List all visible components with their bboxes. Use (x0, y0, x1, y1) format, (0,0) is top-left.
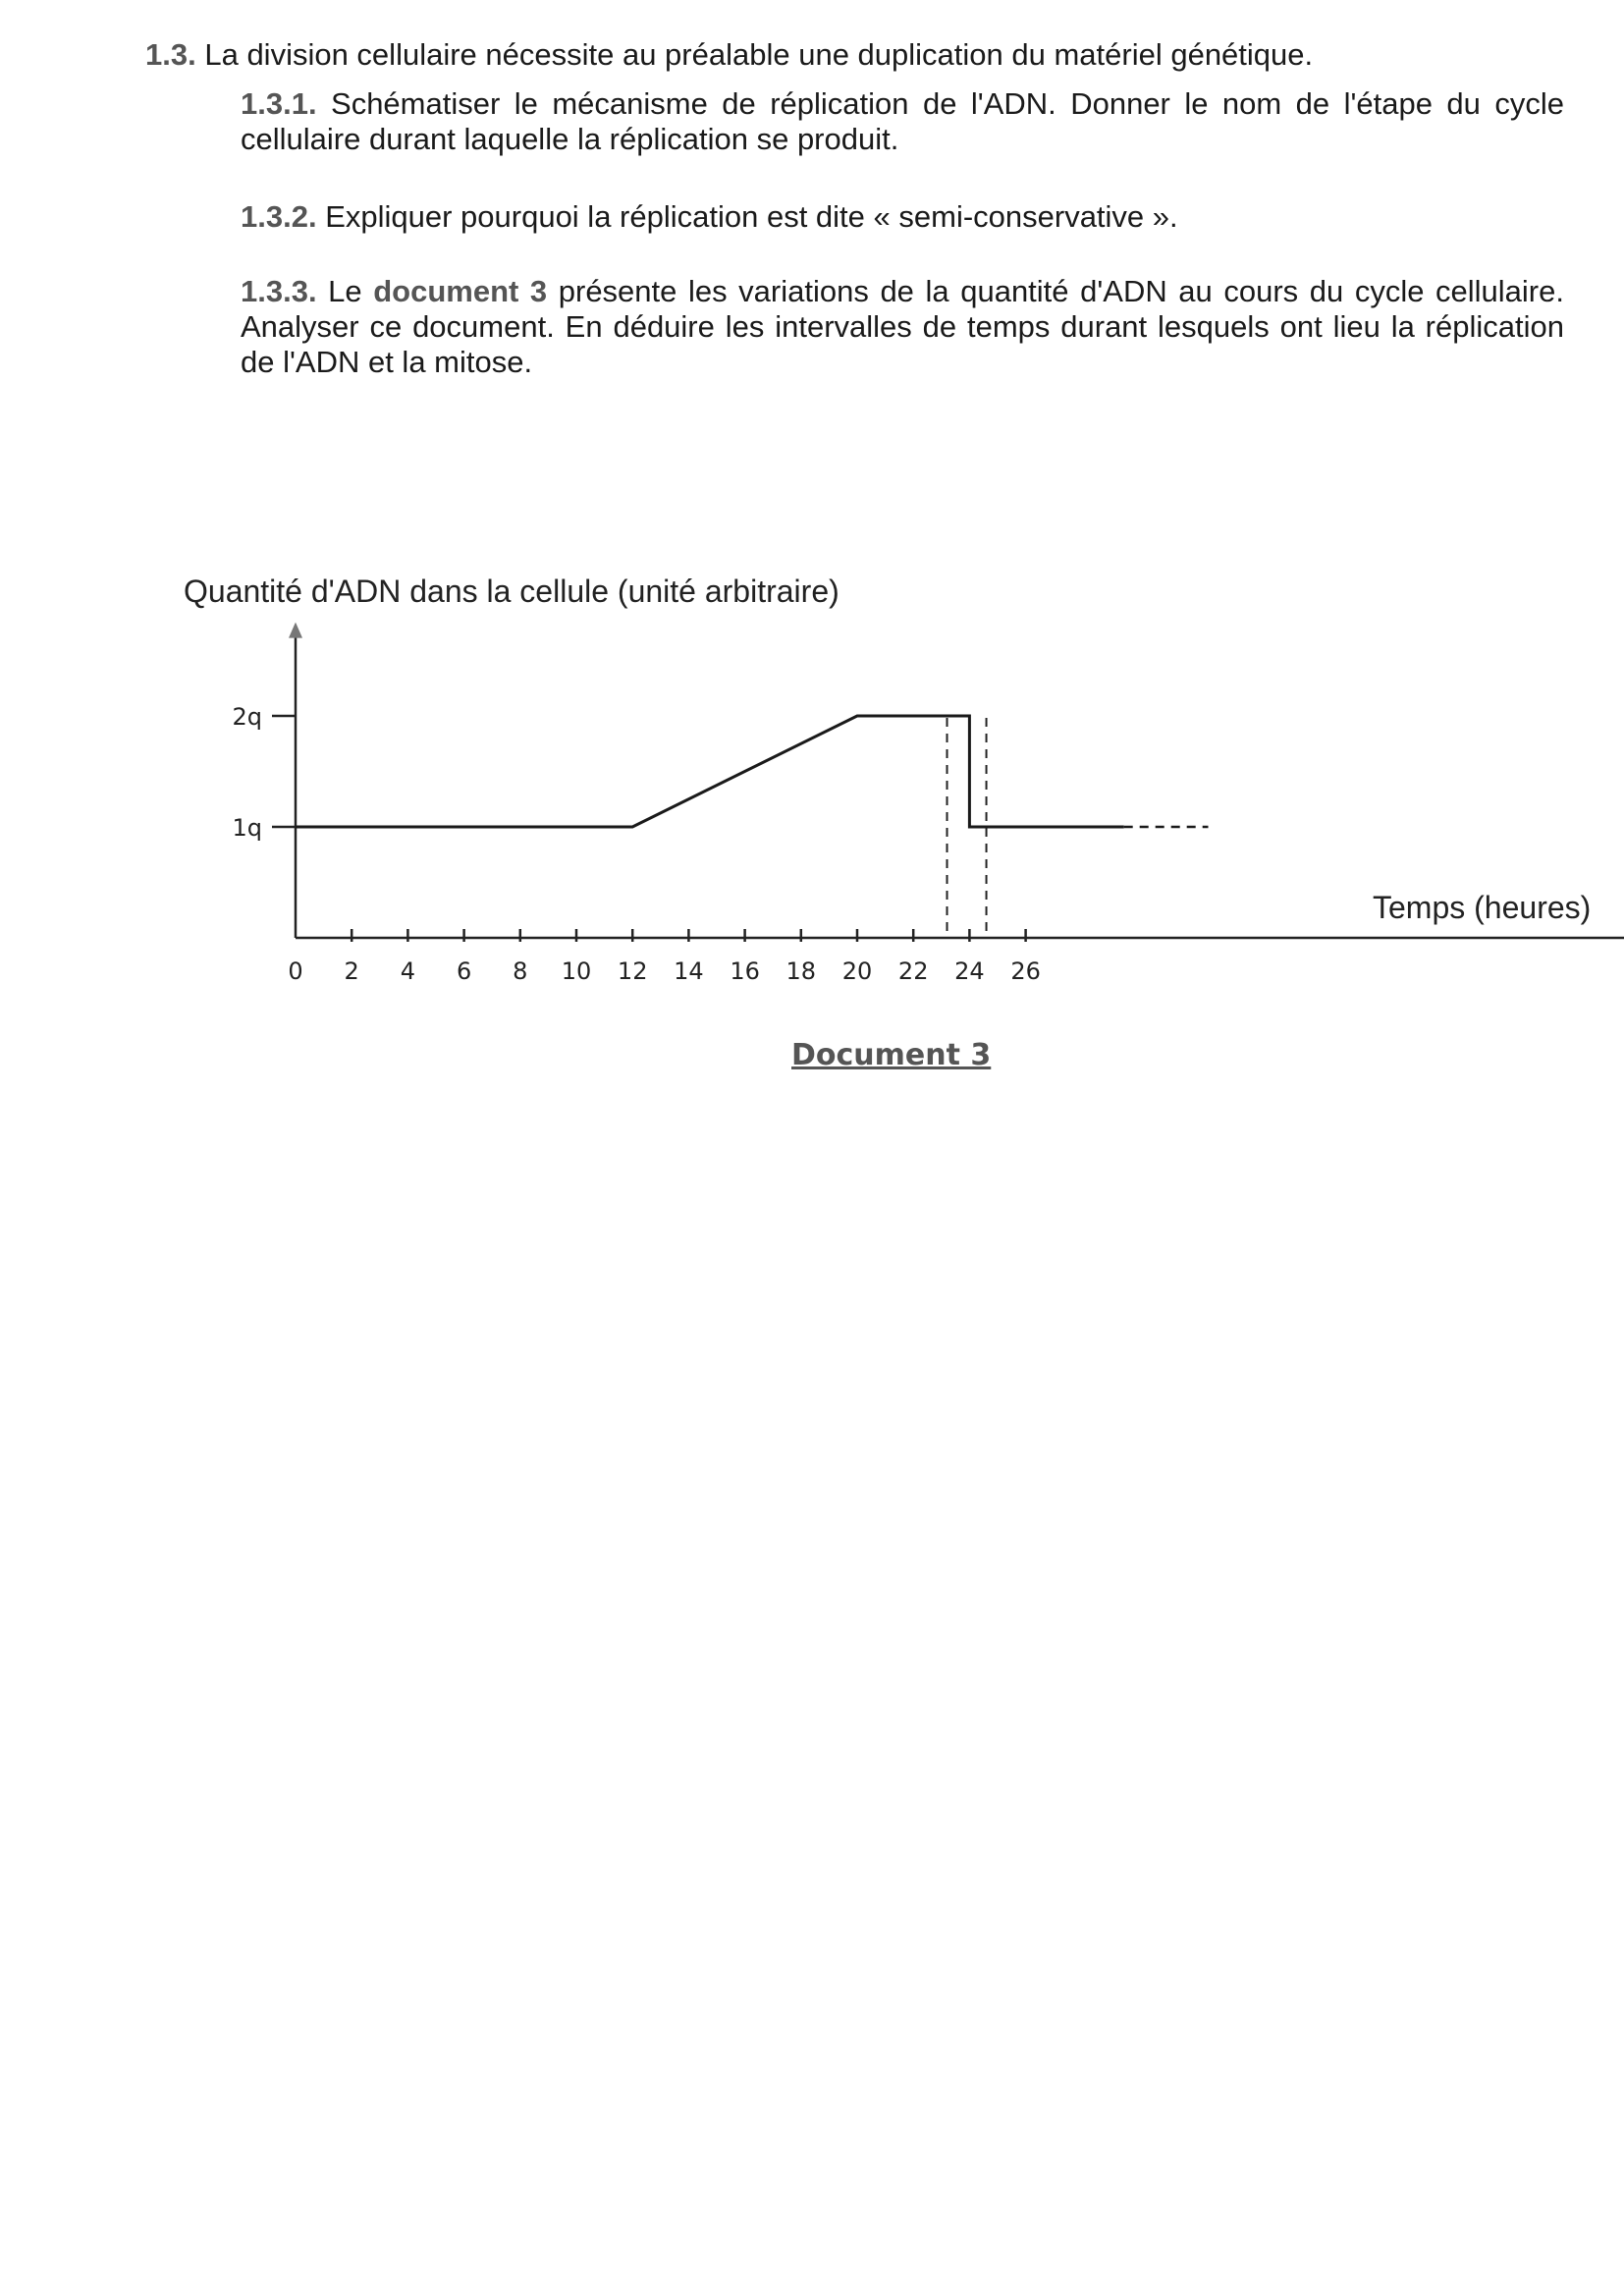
x-tick-label: 6 (456, 957, 472, 985)
x-tick-label: 14 (674, 957, 704, 985)
x-tick-label: 10 (561, 957, 592, 985)
question-text: Expliquer pourquoi la réplication est dite « semi-conservative ». (325, 199, 1178, 234)
y-axis-arrow-icon (289, 623, 302, 638)
y-tick-label: 1q (232, 814, 262, 842)
x-tick-label: 24 (954, 957, 985, 985)
question-number: 1.3. (145, 37, 196, 72)
x-tick-label: 22 (897, 957, 929, 985)
x-tick-label: 18 (785, 957, 817, 985)
question-number: 1.3.1. (241, 86, 317, 121)
x-tick-label: 8 (513, 957, 528, 985)
question-number: 1.3.3. (241, 274, 317, 308)
x-tick-label: 4 (400, 957, 416, 985)
dna-quantity-chart (0, 0, 1624, 1041)
x-tick-label: 26 (1010, 957, 1041, 985)
question-text: Schématiser le mécanisme de réplication de l'ADN. Donner le nom de l'étape du cycle cellulaire durant laquelle la réplication se produit. (241, 86, 1564, 156)
y-tick-label: 2q (232, 703, 262, 731)
dna-quantity-line (296, 716, 1124, 827)
question-number: 1.3.2. (241, 199, 317, 234)
x-axis-label: Temps (heures) (1373, 890, 1592, 925)
y-axis-label: Quantité d'ADN dans la cellule (unité arbitraire) (184, 574, 839, 609)
x-tick-label: 0 (288, 957, 303, 985)
question-text-end: présente les variations de la quantité d'ADN au cours du cycle cellulaire. Analyser ce document. En déduire les intervalles de temps durant lesquels ont lieu la réplication de l'ADN et la mitose. (241, 274, 1564, 379)
x-tick-label: 12 (617, 957, 648, 985)
y-ticks (232, 703, 296, 842)
question-text-start: Le (328, 274, 374, 308)
question-text: La division cellulaire nécessite au préalable une duplication du matériel génétique. (204, 37, 1314, 72)
document-reference: document 3 (373, 274, 548, 308)
x-tick-label: 20 (841, 957, 873, 985)
x-tick-label: 16 (730, 957, 760, 985)
document-label: Document 3 (791, 1038, 992, 1072)
x-tick-label: 2 (344, 957, 359, 985)
